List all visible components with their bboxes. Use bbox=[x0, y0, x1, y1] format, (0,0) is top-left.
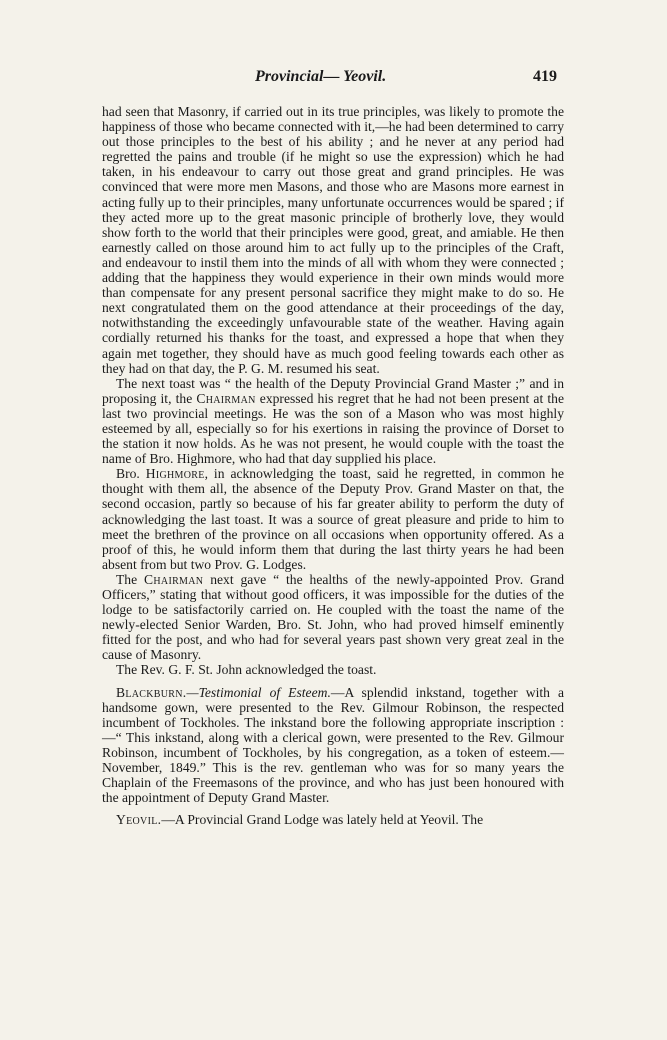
paragraph-text: —A Provincial Grand Lodge was lately held at Yeovil. The bbox=[161, 812, 484, 828]
section-place-name: Yeovil. bbox=[116, 812, 162, 828]
paragraph-officers-toast bbox=[102, 572, 564, 663]
section-blackburn bbox=[102, 685, 564, 806]
section-place-name: Blackburn. bbox=[116, 684, 187, 700]
paragraph-text: —A splendid inkstand, together with a handsome gown, were presented to the Rev. Gilmour Robinson, the respected incumbent of Tockholes. The inkstand bore the following appropriate inscription :—“ This inkstand, along with a clerical gown, were presented to the Rev. Gilmour Robinson, incumbent of Tockholes, by his congregation, as a token of esteem.—November, 1849.” This is the rev. gentleman who was for so many years the Chaplain of the Freemasons of the province, and who has just been honoured with the appointment of Deputy Grand Master. bbox=[102, 684, 564, 806]
page-header bbox=[0, 68, 667, 92]
paragraph-text: had seen that Masonry, if carried out in its true principles, was likely to promote the happiness of those who became connected with it,—he had been determined to carry out those principles to the best of his ability ; and he never at any period had regretted the pains and trouble (if he might so use the expression) which he had taken, in his endeavour to carry out those great and grand principles. He was convinced that were more men Masons, and those who are Masons more earnest in acting fully up to their principles, many unfortunate occurrences would be spared ; if they acted more up to the great masonic principle of brotherly love, they would show forth to the world that their principles were good, great, and amiable. He then earnestly called on those around him to act fully up to the principles of the Craft, and endeavour to instil them into the minds of all with whom they were connected ; adding that the happiness they would experience in their own minds would more than compensate for any present personal sacrifice they might make to do so. He next congratulated them on the good attendance at their proceedings of the day, notwithstanding the exceedingly unfavourable state of the weather. Having again cordially returned his thanks for the toast, and expressed a hope that when they again met together, they should have as much good feeling towards each other as they had on that day, the P. G. M. resumed his seat. bbox=[102, 104, 564, 376]
paragraph-continuation bbox=[102, 104, 564, 376]
paragraph-text: The next toast was “ the health of the Deputy Provincial Grand Master ;” and in proposing it, the bbox=[102, 375, 564, 406]
paragraph-text: , in acknowledging the toast, said he regretted, in common he thought with them all, the absence of the Deputy Prov. Grand Master on that, the second occasion, partly so because of his far greater ability to perform the duty of acknowledging the last toast. It was a source of great pleasure and pride to him to meet the brethren of the province on all occasions when opportunity offered. As a proof of this, he would inform them that during the last thirty years he had been absent from but two Prov. G. Lodges. bbox=[102, 466, 564, 572]
paragraph-text: Bro. bbox=[116, 466, 146, 482]
paragraph-st-john bbox=[102, 662, 564, 677]
speaker-name: Chairman bbox=[196, 390, 256, 406]
body-text bbox=[102, 104, 564, 827]
paragraph-highmore-reply bbox=[102, 466, 564, 572]
paragraph-text: The bbox=[116, 571, 145, 587]
paragraph-deputy-toast bbox=[102, 376, 564, 467]
page-number: 419 bbox=[533, 68, 557, 85]
paragraph-text: next gave “ the healths of the newly-appointed Prov. Grand Officers,” stating that without good officers, it was impossible for the duties of the lodge to be satisfactorily carried on. He coupled with the toast the name of the newly-elected Senior Warden, Bro. St. John, who had proved himself eminently fitted for the post, and who had for several years past shown very great zeal in the cause of Masonry. bbox=[102, 571, 564, 663]
running-title: Provincial— Yeovil. bbox=[255, 68, 387, 85]
speaker-name: Highmore bbox=[145, 466, 205, 482]
section-yeovil bbox=[102, 812, 564, 827]
paragraph-text: The Rev. G. F. St. John acknowledged the toast. bbox=[116, 662, 377, 678]
paragraph-text: expressed his regret that he had not been present at the last two provincial meetings. He was the son of a Mason who was most highly esteemed by all, especially so for his exertions in raising the province of Dorset to the station it now holds. As he was not present, he would couple with the toast the name of Bro. Highmore, who had that day supplied his place. bbox=[102, 390, 564, 467]
speaker-name: Chairman bbox=[144, 571, 204, 587]
section-subtitle: —Testimonial of Esteem. bbox=[186, 684, 331, 700]
